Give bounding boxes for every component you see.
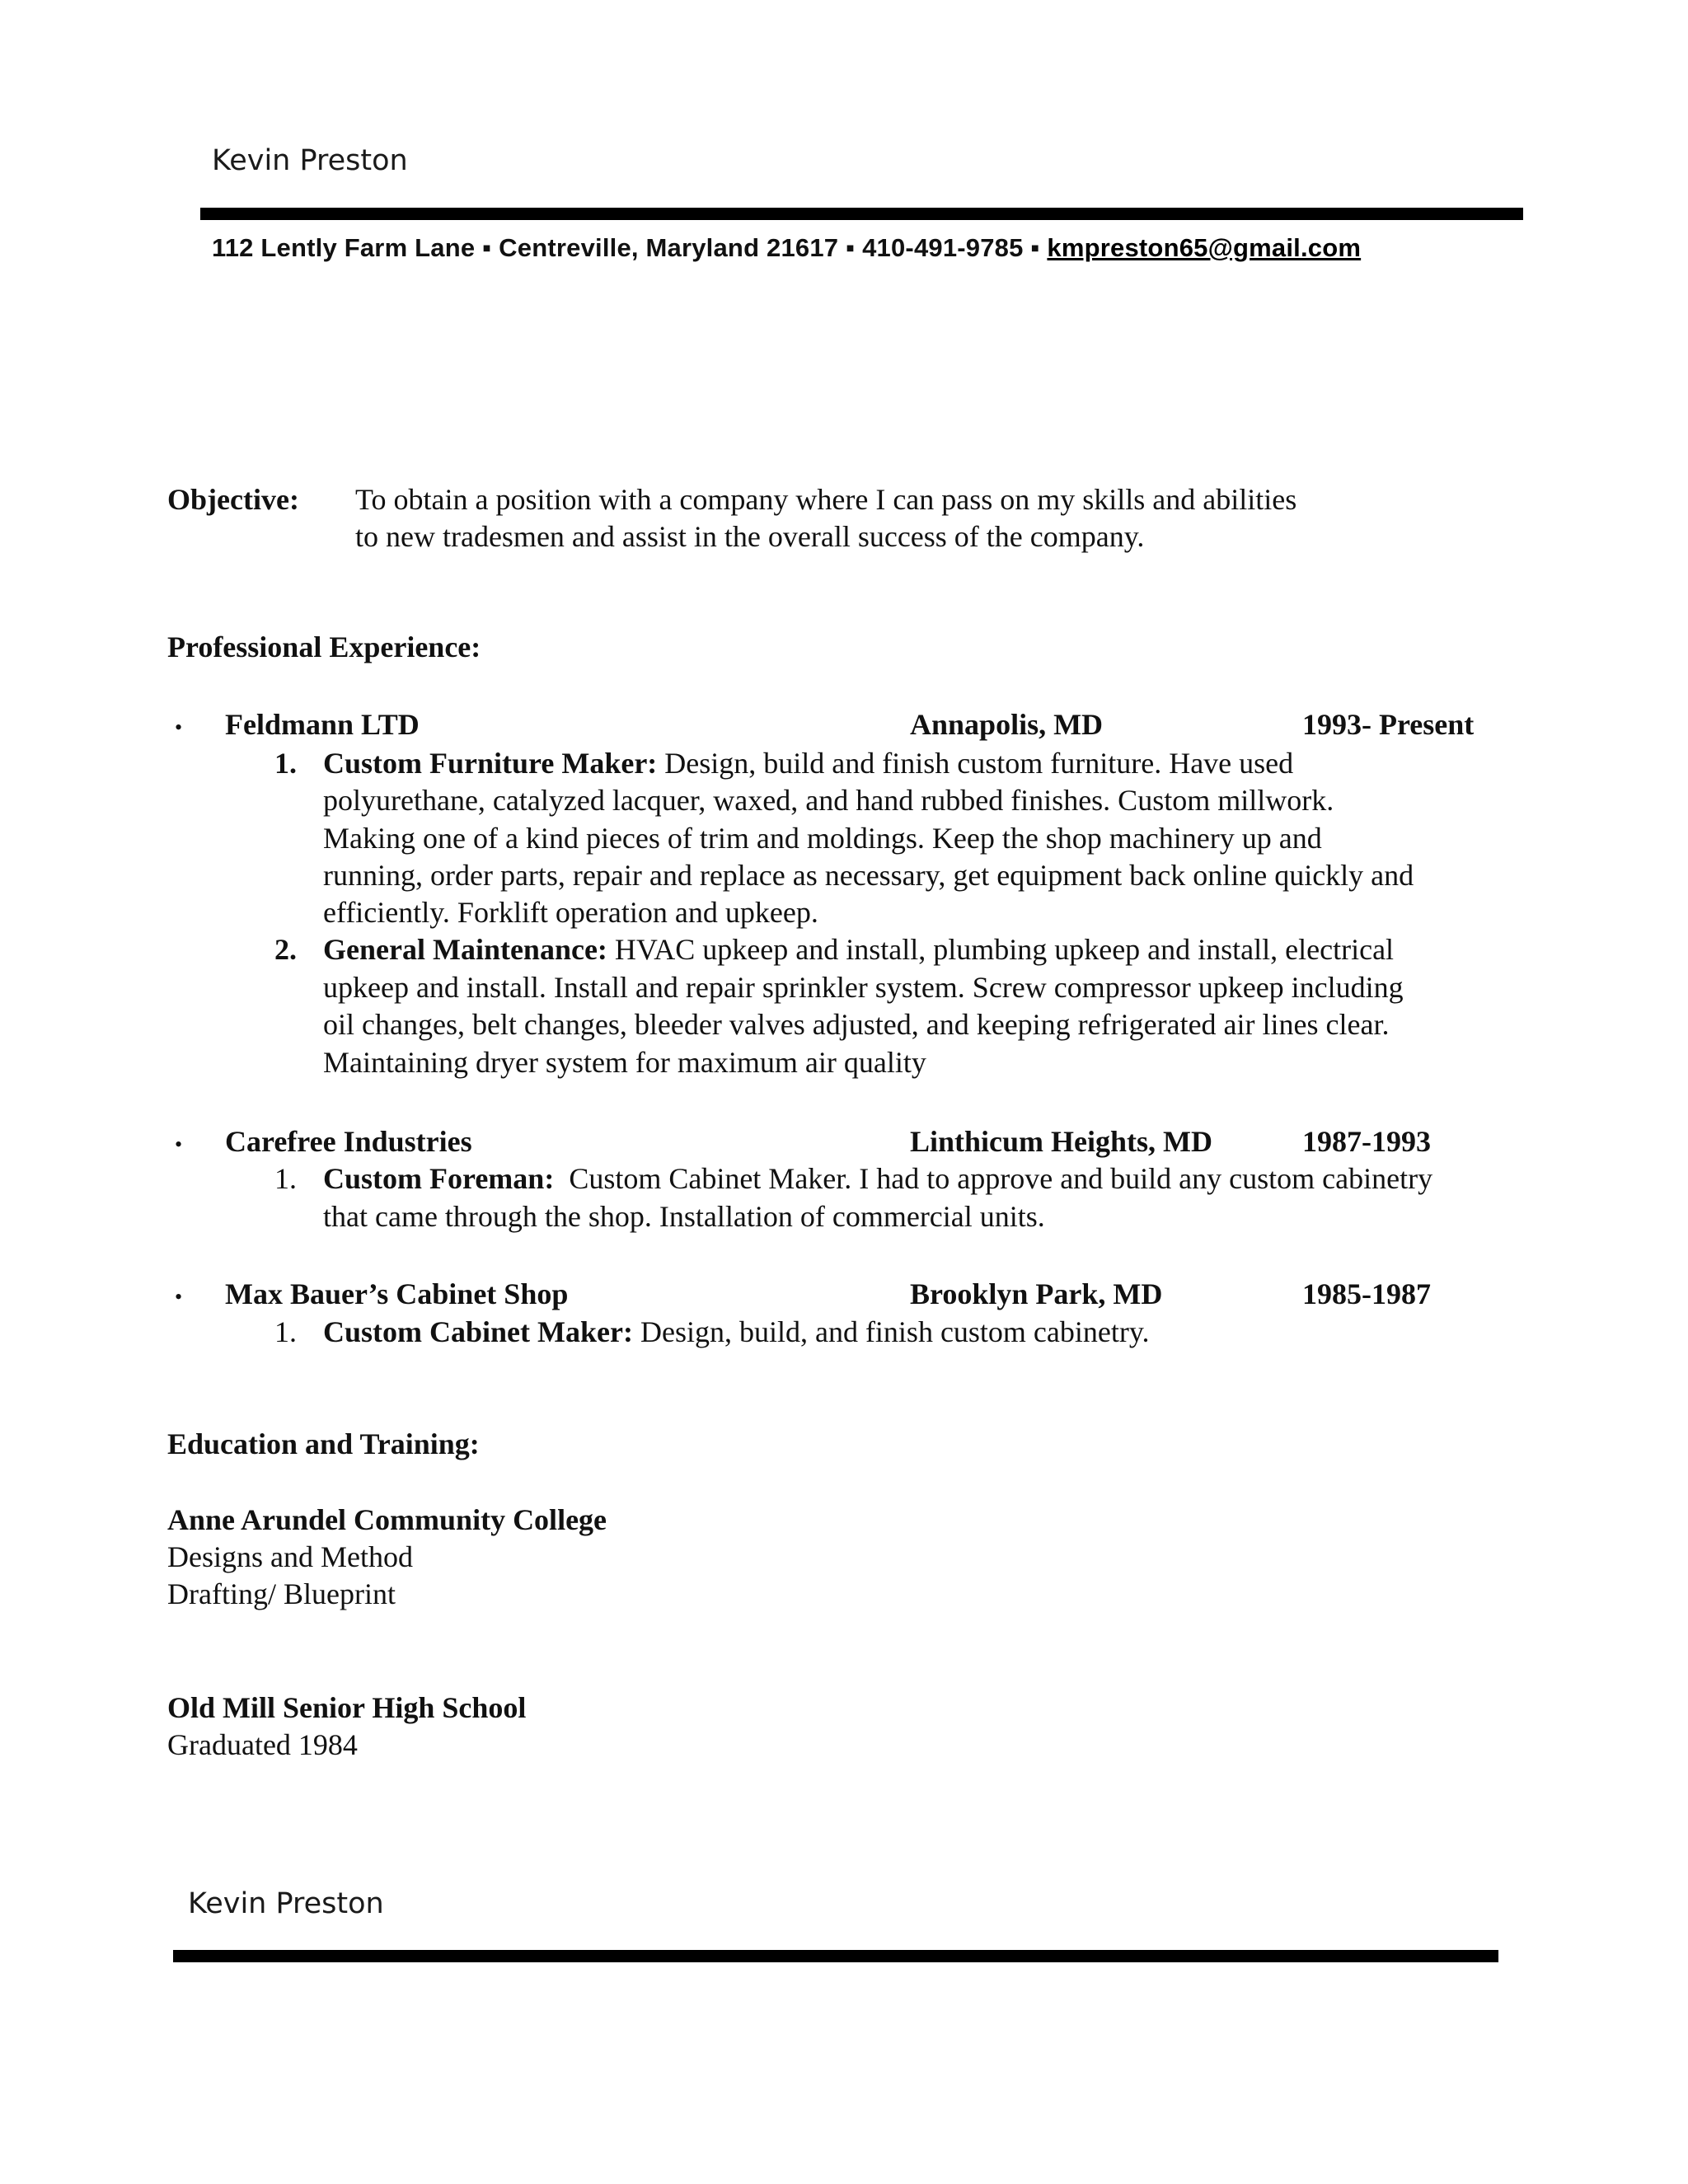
job-dates: 1985-1987 <box>1302 1277 1431 1310</box>
school-detail: Graduated 1984 <box>167 1728 358 1761</box>
role-line: Making one of a kind pieces of trim and moldings. Keep the shop machinery up and <box>323 822 1322 855</box>
job-bullet: • <box>175 715 183 739</box>
job-bullet: • <box>175 1285 183 1309</box>
job-company: Carefree Industries <box>225 1125 472 1158</box>
role-title: Custom Cabinet Maker: <box>323 1315 633 1348</box>
school-detail: Designs and Method <box>167 1540 413 1573</box>
experience-heading: Professional Experience: <box>167 630 481 663</box>
contact-address: 112 Lently Farm Lane <box>212 233 476 262</box>
job-dates: 1987-1993 <box>1302 1125 1431 1158</box>
job-location: Annapolis, MD <box>910 708 1104 741</box>
role-title: General Maintenance: <box>323 933 607 966</box>
header-rule <box>200 208 1523 220</box>
role-line: oil changes, belt changes, bleeder valves adjusted, and keeping refrigerated air lines clear. <box>323 1008 1390 1041</box>
contact-line <box>212 233 1361 263</box>
objective-line: To obtain a position with a company where I can pass on my skills and abilities <box>355 483 1297 516</box>
contact-separator: ▪ <box>846 233 856 262</box>
role-line <box>323 931 1394 968</box>
role-title: Custom Foreman: <box>323 1162 555 1195</box>
role-number: 2. <box>274 933 297 966</box>
contact-separator: ▪ <box>1030 233 1040 262</box>
role-line <box>323 745 1293 782</box>
school-name: Old Mill Senior High School <box>167 1691 527 1724</box>
role-number: 1. <box>274 1162 297 1195</box>
role-line <box>323 1160 1432 1197</box>
role-title: Custom Furniture Maker: <box>323 747 658 780</box>
school-detail: Drafting/ Blueprint <box>167 1577 396 1610</box>
role-text: Design, build, and finish custom cabinetry. <box>632 1315 1150 1348</box>
role-line: upkeep and install. Install and repair sprinkler system. Screw compressor upkeep including <box>323 971 1404 1004</box>
job-location: Brooklyn Park, MD <box>910 1277 1163 1310</box>
job-company: Feldmann LTD <box>225 708 420 741</box>
contact-email-link[interactable]: kmpreston65@gmail.com <box>1047 233 1362 262</box>
contact-city: Centreville, Maryland 21617 <box>499 233 839 262</box>
role-line: running, order parts, repair and replace as necessary, get equipment back online quickly and <box>323 859 1414 892</box>
footer-rule <box>173 1950 1498 1962</box>
job-location: Linthicum Heights, MD <box>910 1125 1213 1158</box>
objective-line: to new tradesmen and assist in the overall success of the company. <box>355 520 1145 553</box>
job-company: Max Bauer’s Cabinet Shop <box>225 1277 569 1310</box>
job-dates: 1993- Present <box>1302 708 1475 741</box>
role-number: 1. <box>274 747 297 780</box>
role-text: HVAC upkeep and install, plumbing upkeep and install, electrical <box>607 933 1395 966</box>
education-heading: Education and Training: <box>167 1427 480 1460</box>
objective-label: Objective: <box>167 483 299 516</box>
job-bullet: • <box>175 1132 183 1156</box>
role-line: polyurethane, catalyzed lacquer, waxed, and hand rubbed finishes. Custom millwork. <box>323 784 1334 817</box>
role-number: 1. <box>274 1315 297 1348</box>
header-name: Kevin Preston <box>212 144 408 177</box>
role-text: Custom Cabinet Maker. I had to approve and build any custom cabinetry <box>554 1162 1433 1195</box>
school-name: Anne Arundel Community College <box>167 1503 607 1536</box>
role-text: Design, build and finish custom furniture. Have used <box>657 747 1294 780</box>
contact-phone: 410-491-9785 <box>862 233 1024 262</box>
role-line: efficiently. Forklift operation and upkeep. <box>323 896 818 929</box>
role-line <box>323 1314 1150 1351</box>
role-line: that came through the shop. Installation of commercial units. <box>323 1200 1045 1233</box>
role-line: Maintaining dryer system for maximum air quality <box>323 1046 926 1079</box>
contact-separator: ▪ <box>482 233 492 262</box>
footer-name: Kevin Preston <box>188 1887 384 1920</box>
